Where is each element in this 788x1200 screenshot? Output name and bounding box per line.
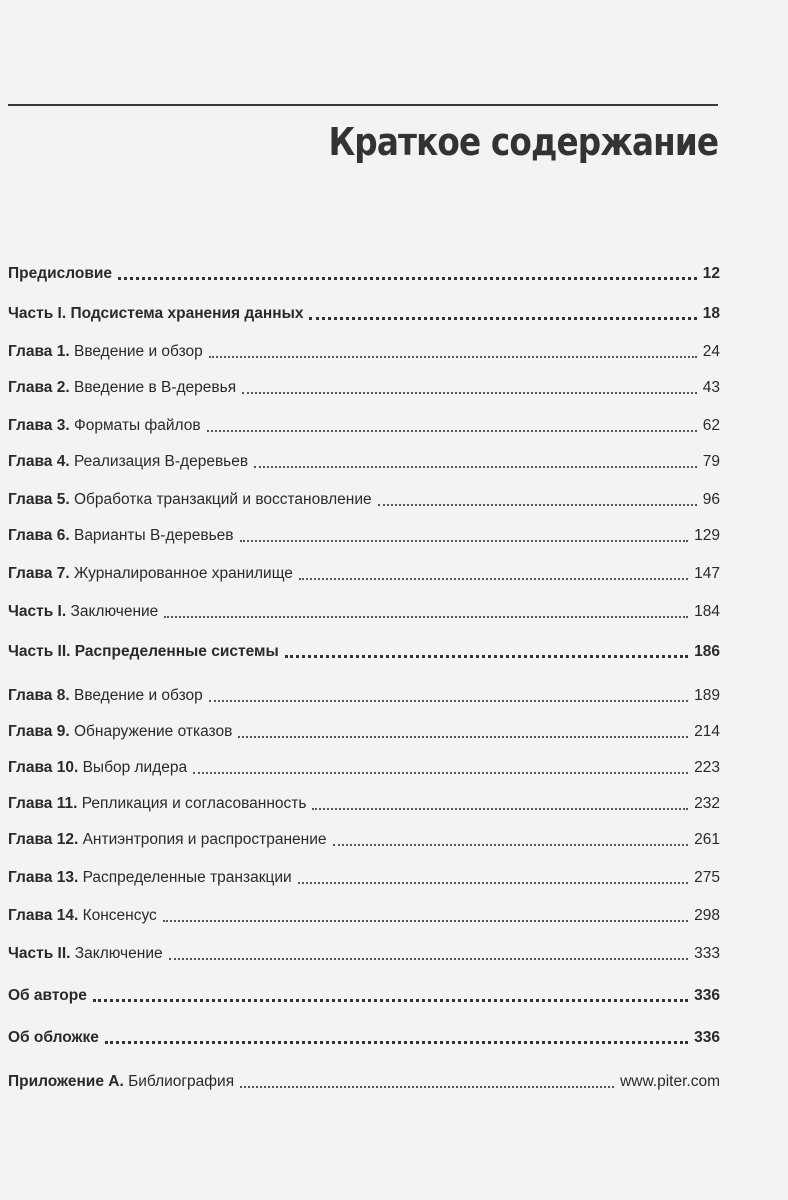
dot-leader [238, 735, 688, 738]
toc-entry-label [8, 262, 112, 286]
toc-entry[interactable] [8, 756, 720, 780]
toc-entry-title: Введение и обзор [69, 687, 203, 704]
toc-entry-title: Распределенные транзакции [78, 869, 292, 886]
toc-entry-prefix: Глава 13. [8, 869, 79, 886]
dot-leader [193, 771, 688, 774]
toc-entry-prefix: Глава 3. [8, 417, 70, 434]
toc-entry-label [8, 600, 158, 624]
toc-entry-prefix: Часть II. Распределенные системы [8, 643, 279, 660]
toc-entry-page: 336 [694, 1029, 720, 1046]
toc-entry-prefix: Глава 5. [8, 491, 70, 508]
toc-entry[interactable] [8, 828, 720, 852]
toc-entry-label [8, 524, 234, 548]
toc-entry-label [8, 828, 327, 852]
toc-entry-page: 214 [694, 723, 720, 740]
toc-entry-prefix: Об авторе [8, 987, 87, 1004]
toc-entry[interactable] [8, 866, 720, 890]
toc-entry-title: Репликация и согласованность [77, 795, 307, 812]
toc-entry-prefix: Об обложке [8, 1029, 99, 1046]
toc-entry-page: 336 [694, 987, 720, 1004]
toc-entry-label [8, 756, 187, 780]
toc-entry[interactable] [8, 262, 720, 286]
toc-entry-page: 43 [702, 379, 720, 396]
toc-entry-title: Введение и обзор [69, 343, 203, 360]
toc-entry-title: Консенсус [78, 907, 157, 924]
toc-entry[interactable] [8, 450, 720, 474]
toc-entry[interactable] [8, 340, 720, 364]
dot-leader [105, 1040, 688, 1044]
toc-entry-label [8, 340, 203, 364]
toc-entry-page: 333 [694, 945, 720, 962]
toc-entry-label [8, 1026, 99, 1050]
toc-entry-page: 62 [702, 417, 720, 434]
dot-leader [169, 957, 689, 960]
toc-entry-page: 184 [694, 603, 720, 620]
toc-entry-page: 223 [694, 759, 720, 776]
toc-entry-page: 96 [702, 491, 720, 508]
toc-entry-prefix: Глава 1. [8, 343, 70, 360]
dot-leader [118, 276, 697, 280]
toc-entry-prefix: Глава 14. [8, 907, 79, 924]
toc-entry-label [8, 684, 203, 708]
toc-entry[interactable] [8, 562, 720, 586]
toc-entry[interactable] [8, 302, 720, 326]
toc-entry[interactable] [8, 414, 720, 438]
toc-entry-title: Заключение [70, 945, 163, 962]
toc-entry-page: 79 [702, 453, 720, 470]
toc-entry-label [8, 866, 292, 890]
toc-entry-page: www.piter.com [620, 1073, 720, 1090]
dot-leader [207, 429, 697, 432]
toc-entry-title: Библиография [123, 1073, 235, 1090]
dot-leader [285, 654, 688, 658]
toc-entry-prefix: Глава 6. [8, 527, 70, 544]
header-rule [8, 104, 718, 106]
toc-entry-title: Обнаружение отказов [69, 723, 233, 740]
toc-entry-page: 18 [702, 305, 720, 322]
toc-entry-prefix: Глава 8. [8, 687, 70, 704]
toc-entry-prefix: Глава 2. [8, 379, 70, 396]
toc-entry[interactable] [8, 1026, 720, 1050]
toc-entry-page: 261 [694, 831, 720, 848]
dot-leader [333, 843, 689, 846]
toc-entry-page: 12 [702, 265, 720, 282]
toc-entry-title: Журналированное хранилище [69, 565, 293, 582]
dot-leader [209, 355, 697, 358]
toc-entry-page: 147 [694, 565, 720, 582]
dot-leader [93, 998, 688, 1002]
toc-entry[interactable] [8, 524, 720, 548]
toc-entry-prefix: Глава 11. [8, 795, 78, 812]
toc-entry-page: 232 [694, 795, 720, 812]
toc-entry-label [8, 792, 306, 816]
toc-entry[interactable] [8, 488, 720, 512]
toc-entry-prefix: Часть I. [8, 603, 67, 620]
toc-entry-prefix: Часть II. [8, 945, 71, 962]
toc-entry-title: Реализация B-деревьев [69, 453, 249, 470]
toc-entry-prefix: Глава 9. [8, 723, 70, 740]
toc-entry-title: Заключение [66, 603, 159, 620]
toc-entry-label [8, 984, 87, 1008]
toc-entry-label [8, 904, 157, 928]
dot-leader [240, 1085, 614, 1088]
toc-entry-label [8, 720, 232, 744]
toc-entry[interactable] [8, 720, 720, 744]
toc-entry[interactable] [8, 1070, 720, 1094]
toc-entry-label [8, 942, 163, 966]
toc-entry-title: Варианты B-деревьев [69, 527, 234, 544]
toc-entry-page: 186 [694, 643, 720, 660]
toc-entry[interactable] [8, 376, 720, 400]
dot-leader [209, 699, 688, 702]
toc-entry-page: 189 [694, 687, 720, 704]
toc-entry-page: 129 [694, 527, 720, 544]
toc-entry-label [8, 376, 236, 400]
toc-entry[interactable] [8, 984, 720, 1008]
dot-leader [163, 919, 688, 922]
toc-entry-label [8, 1070, 234, 1094]
toc-entry-label [8, 640, 279, 664]
toc-entry-page: 275 [694, 869, 720, 886]
toc-entry-title: Антиэнтропия и распространение [78, 831, 327, 848]
toc-entry-title: Выбор лидера [78, 759, 188, 776]
dot-leader [164, 615, 688, 618]
dot-leader [299, 577, 688, 580]
toc-entry-title: Введение в B-деревья [69, 379, 237, 396]
toc-entry-label [8, 488, 372, 512]
toc-entry-prefix: Глава 10. [8, 759, 79, 776]
toc-entry-prefix: Предисловие [8, 265, 113, 282]
toc-entry-prefix: Глава 7. [8, 565, 70, 582]
dot-leader [309, 316, 696, 320]
toc-entry[interactable] [8, 942, 720, 966]
dot-leader [298, 881, 688, 884]
toc-entry[interactable] [8, 684, 720, 708]
toc-entry-prefix: Глава 12. [8, 831, 79, 848]
toc-entry-page: 298 [694, 907, 720, 924]
toc-entry[interactable] [8, 904, 720, 928]
dot-leader [312, 807, 688, 810]
toc-entry-prefix: Часть I. Подсистема хранения данных [8, 305, 304, 322]
dot-leader [240, 539, 689, 542]
dot-leader [242, 391, 697, 394]
dot-leader [254, 465, 697, 468]
toc-entry-label [8, 302, 303, 326]
toc-entry[interactable] [8, 792, 720, 816]
toc-entry-prefix: Приложение А. [8, 1073, 124, 1090]
page-title: Краткое содержание [328, 120, 718, 164]
toc-entry-title: Форматы файлов [69, 417, 201, 434]
toc-entry-prefix: Глава 4. [8, 453, 70, 470]
toc-entry-page: 24 [702, 343, 720, 360]
toc-entry-label [8, 562, 293, 586]
toc-entry[interactable] [8, 640, 720, 664]
toc-entry-label [8, 414, 201, 438]
toc-entry-title: Обработка транзакций и восстановление [69, 491, 372, 508]
dot-leader [378, 503, 697, 506]
toc-entry[interactable] [8, 600, 720, 624]
toc-entry-label [8, 450, 248, 474]
